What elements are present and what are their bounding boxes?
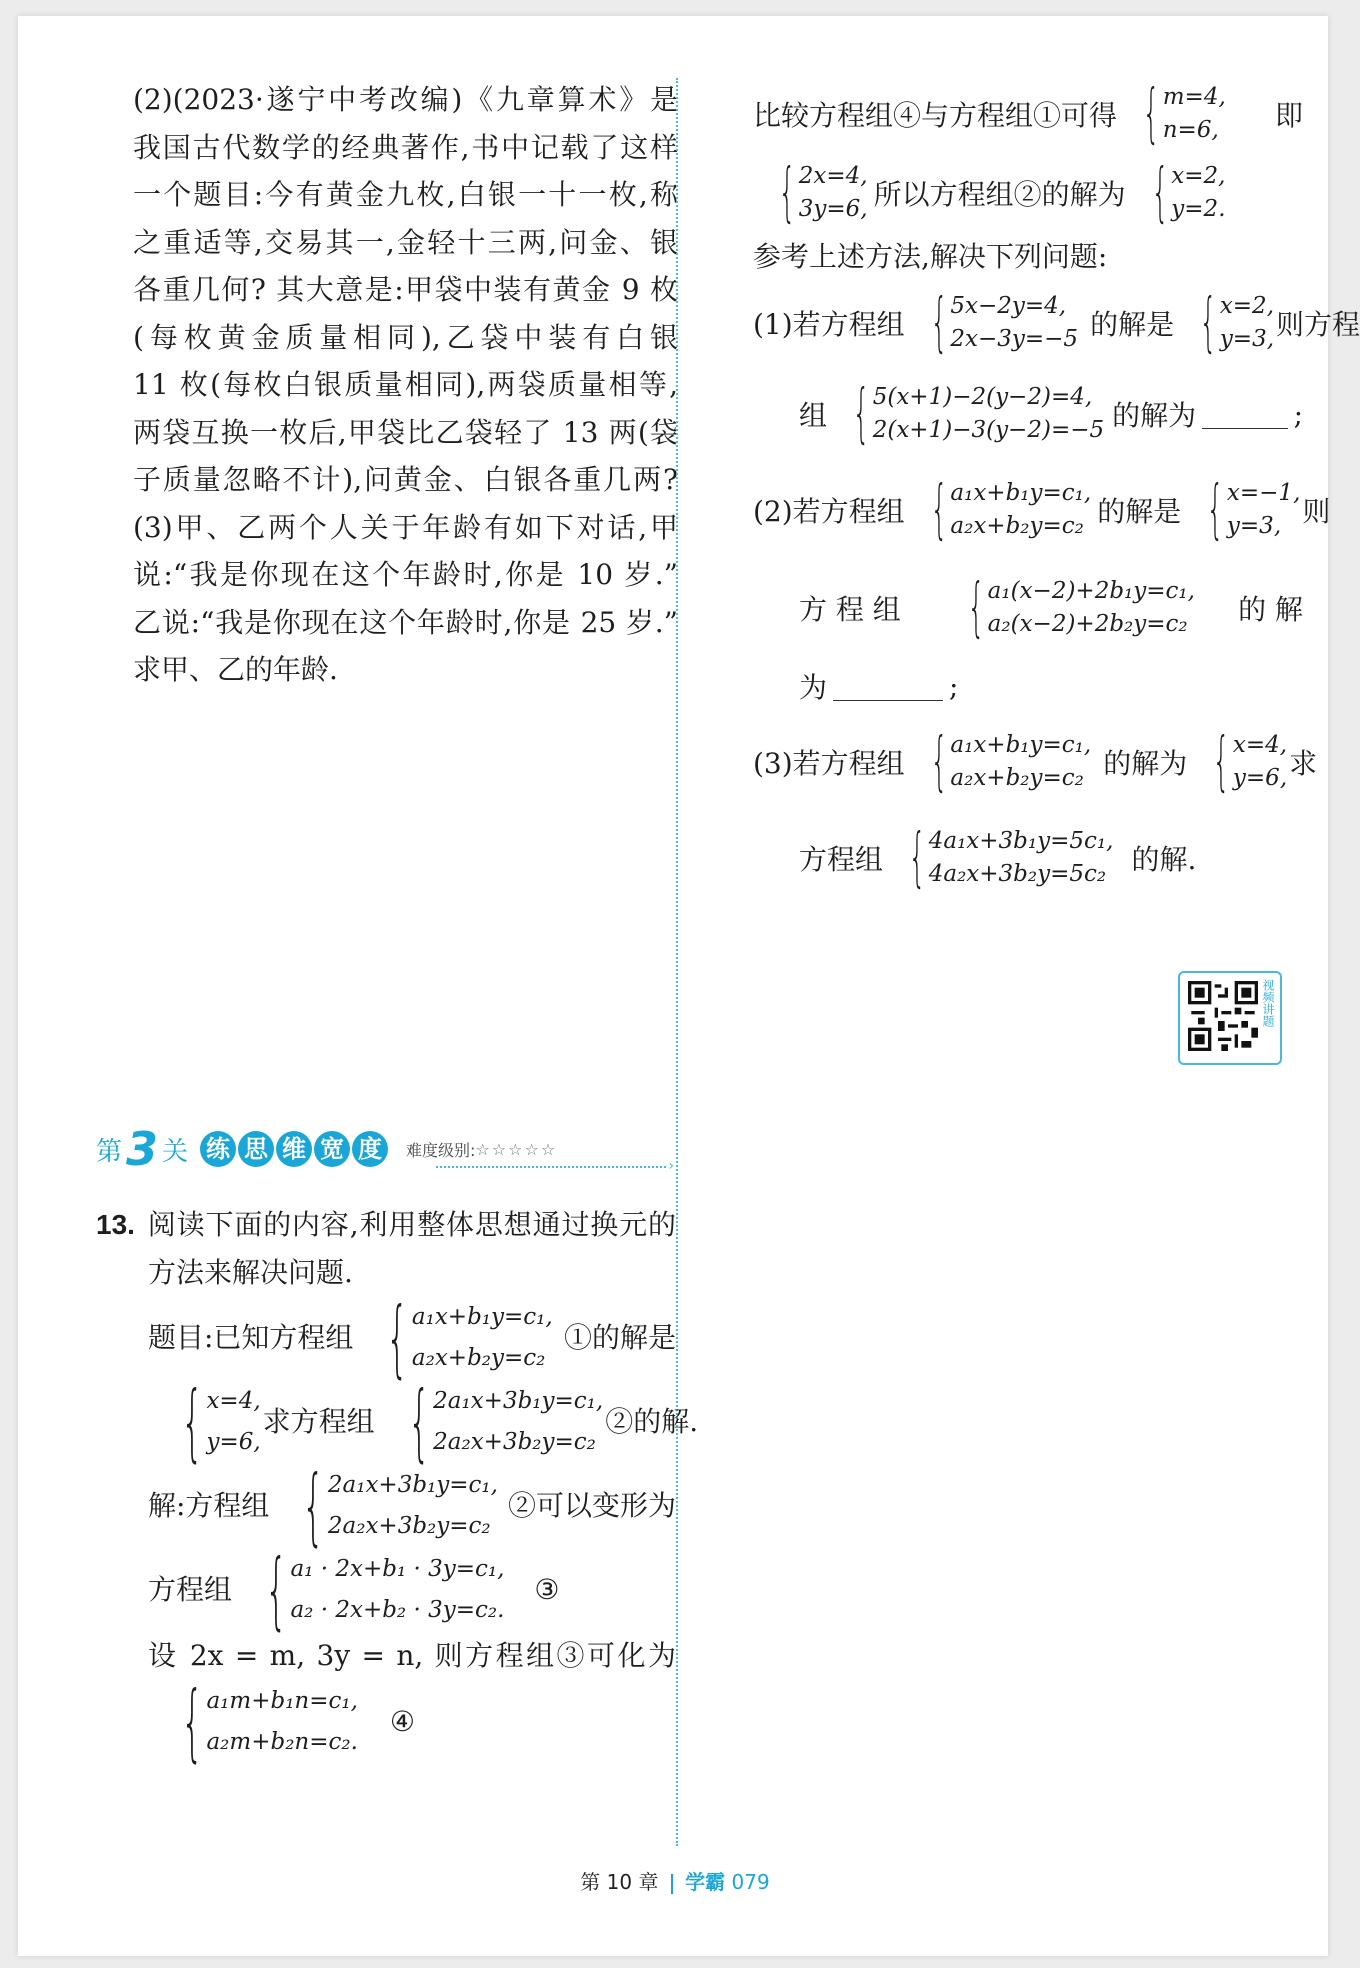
qr-code-icon [1188, 981, 1258, 1051]
result-row [753, 152, 1303, 234]
q13-topic-row [96, 1289, 676, 1387]
q2-line-9: 子质量忽略不计),问黄金、白银各重几两? [133, 463, 678, 496]
question-13 [96, 1201, 699, 1771]
equation: a₂m+b₂n=c₂. [206, 1728, 358, 1755]
q13-ask-suffix: ②的解. [605, 1405, 699, 1439]
problem-3-suffix: 求 [1289, 747, 1318, 780]
equation: y=2. [1171, 196, 1226, 222]
page-footer [0, 1866, 1350, 1895]
equation-system [1189, 725, 1288, 799]
equation: x=2, [1171, 163, 1226, 190]
equation-system [907, 286, 1079, 360]
q13-intro-2: 方法来解决问题. [148, 1255, 353, 1289]
equation: a₁ · 2x+b₁ · 3y=c₁, [290, 1556, 505, 1583]
problem-3b-suffix: 的解. [1131, 843, 1197, 876]
equation: x=2, [1219, 293, 1274, 320]
equation: y=3, [1219, 326, 1275, 352]
equation-system [907, 725, 1092, 799]
problem-1-row [753, 280, 1360, 366]
q13-ask-row [96, 1373, 699, 1471]
equation: x=4, [206, 1388, 261, 1415]
equation-system [907, 473, 1092, 547]
q13-form4-row [96, 1672, 676, 1771]
equation: 2a₁x+3b₁y=c₁, [433, 1388, 604, 1415]
answer-blank[interactable] [833, 672, 943, 701]
problem-3b-prefix: 方程组 [799, 843, 884, 876]
problem-2c-row [753, 658, 1303, 714]
page-number: 079 [731, 1870, 770, 1894]
q13-jie-prefix: 解:方程组 [148, 1489, 270, 1523]
q2-line-2: 我国古代数学的经典著作,书中记载了这样 [133, 130, 678, 164]
q2-line-4: 之重适等,交易其一,金轻十三两,问金、银 [133, 225, 678, 259]
equation: a₁x+b₁y=c₁, [411, 1304, 553, 1331]
section-title-char: 宽 [314, 1131, 350, 1167]
equation: y=6, [1232, 765, 1288, 791]
brace-icon: { [930, 286, 948, 360]
q13-substitution-line: 设 2x = m, 3y = n, 则方程组③可化为 [148, 1639, 676, 1672]
equation-system [150, 1373, 261, 1471]
difficulty-label: 难度级别: [406, 1140, 476, 1160]
problem-1b-row [753, 366, 1303, 462]
equation-system [829, 377, 1105, 451]
problem-2c-end: ; [949, 669, 959, 703]
brace-icon: { [967, 571, 985, 645]
q13-form3-row [96, 1541, 676, 1639]
brace-icon: { [407, 1373, 431, 1471]
problem-2-row [753, 462, 1331, 558]
equation-system [271, 1457, 498, 1555]
reference-line: 参考上述方法,解决下列问题: [753, 240, 1108, 273]
qr-label: 视频讲题 [1261, 979, 1275, 1027]
equation: y=6, [206, 1429, 261, 1455]
footer-separator [671, 1874, 673, 1894]
problem-1-prefix: (1)若方程组 [753, 308, 905, 341]
equation: x=4, [1232, 732, 1288, 759]
problem-3-mid: 的解为 [1103, 747, 1188, 780]
brace-icon: { [1212, 725, 1230, 799]
brace-icon: { [852, 377, 870, 451]
equation: a₂(x−2)+2b₂y=c₂ [987, 611, 1188, 637]
brace-icon: { [908, 821, 926, 895]
equation: a₁m+b₁n=c₁, [206, 1687, 358, 1714]
q3-line-1: (3)甲、乙两个人关于年龄有如下对话,甲 [133, 510, 678, 544]
brace-icon: { [1142, 77, 1160, 151]
equation: a₁x+b₁y=c₁, [950, 480, 1092, 507]
footer-brand: 学霸 [685, 1870, 726, 1894]
equation-system [355, 1289, 553, 1387]
equation: 2x=4, [798, 163, 868, 190]
brace-icon: { [930, 725, 948, 799]
brace-icon: { [1206, 473, 1224, 547]
equation: a₁x+b₁y=c₁, [950, 732, 1092, 759]
section-title [200, 1131, 388, 1167]
right-column [753, 76, 1360, 906]
q2-line-6: (每枚黄金质量相同),乙袋中装有白银 [133, 320, 678, 354]
q2-line-5: 各重几何? 其大意是:甲袋中装有黄金 9 枚 [133, 273, 678, 306]
problem-2b-prefix: 方 程 组 [799, 593, 901, 626]
section-guan: 关 [162, 1136, 189, 1167]
equation-system [885, 821, 1114, 895]
equation-system [150, 1672, 358, 1771]
equation: 2x−3y=−5 [950, 326, 1079, 352]
problem-1b-mid: 的解为 [1112, 399, 1197, 432]
equation: a₂ · 2x+b₂ · 3y=c₂. [290, 1597, 505, 1623]
brace-icon: { [265, 1541, 288, 1639]
problem-2-prefix: (2)若方程组 [753, 495, 905, 528]
equation: m=4, [1162, 84, 1226, 111]
problem-2b-row [753, 558, 1303, 658]
chevron-right-icon: › [668, 1158, 674, 1174]
equation: 5x−2y=4, [950, 293, 1067, 320]
brace-icon: { [181, 1672, 204, 1771]
q13-topic-suffix: ①的解是 [563, 1321, 676, 1355]
equation: 2(x+1)−3(y−2)=−5 [872, 417, 1105, 443]
equation-system [377, 1373, 604, 1471]
brace-icon: { [1151, 156, 1169, 230]
equation-system [1128, 156, 1226, 230]
equation-system [944, 571, 1195, 645]
section-title-char: 思 [238, 1131, 274, 1167]
header-dotted-line [436, 1166, 666, 1168]
question-number: 13. [96, 1209, 135, 1240]
problem-3-row [753, 714, 1318, 810]
equation: 4a₁x+3b₁y=5c₁, [928, 828, 1114, 855]
q13-form3-prefix: 方程组 [148, 1573, 233, 1607]
section-number: 3 [126, 1122, 159, 1176]
q13-form4-suffix: ④ [389, 1704, 416, 1738]
page [18, 16, 1360, 1956]
result-mid: 所以方程组②的解为 [873, 178, 1126, 211]
left-column [133, 76, 678, 694]
footer-chapter: 第 10 章 [580, 1870, 659, 1894]
equation: n=6, [1162, 117, 1219, 143]
problem-2-suffix: 则 [1302, 495, 1331, 528]
problem-2-mid: 的解是 [1097, 495, 1182, 528]
equation-system [1119, 77, 1226, 151]
problem-3-prefix: (3)若方程组 [753, 747, 905, 780]
section-title-char: 度 [352, 1131, 388, 1167]
difficulty-stars: ☆☆☆☆☆ [475, 1139, 558, 1159]
q13-jie-suffix: ②可以变形为 [507, 1489, 676, 1523]
compare-prefix: 比较方程组④与方程组①可得 [753, 99, 1118, 132]
equation-system [234, 1541, 505, 1639]
equation: 2a₂x+3b₂y=c₂ [433, 1429, 596, 1455]
q13-topic-prefix: 题目:已知方程组 [148, 1321, 354, 1355]
equation-system [755, 156, 868, 230]
brace-icon: { [302, 1457, 325, 1555]
answer-blank[interactable] [1202, 400, 1287, 429]
equation: 4a₂x+3b₂y=5c₂ [928, 861, 1107, 887]
compare-row [753, 76, 1303, 152]
q13-solution-row [96, 1457, 676, 1555]
q13-intro-1: 阅读下面的内容,利用整体思想通过换元的 [146, 1208, 676, 1241]
equation-system [1183, 473, 1301, 547]
brace-icon: { [181, 1373, 204, 1471]
q13-form3-suffix: ③ [534, 1573, 560, 1607]
column-divider [676, 78, 678, 1846]
brace-icon: { [930, 473, 948, 547]
brace-icon: { [386, 1289, 409, 1387]
equation: 5(x+1)−2(y−2)=4, [872, 384, 1093, 411]
brace-icon: { [1199, 286, 1217, 360]
section-di: 第 [96, 1136, 123, 1167]
q13-ask-prefix: 求方程组 [262, 1405, 375, 1439]
q3-line-2: 说:“我是你现在这个年龄时,你是 10 岁.” [133, 558, 678, 591]
equation: a₁(x−2)+2b₁y=c₁, [987, 578, 1195, 605]
brace-icon: { [778, 156, 796, 230]
equation: x=−1, [1226, 480, 1301, 507]
equation: y=3, [1226, 513, 1282, 539]
problem-1-suffix: 则方程 [1276, 308, 1360, 341]
q3-line-3: 乙说:“我是你现在这个年龄时,你是 25 岁.” [133, 605, 678, 639]
equation: a₂x+b₂y=c₂ [950, 765, 1084, 791]
section-header [96, 1124, 676, 1174]
q2-line-8: 两袋互换一枚后,甲袋比乙袋轻了 13 两(袋 [133, 415, 678, 449]
q2-line-3: 一个题目:今有黄金九枚,白银一十一枚,称 [133, 178, 678, 211]
equation: a₂x+b₂y=c₂ [411, 1345, 546, 1371]
qr-code-box[interactable] [1178, 971, 1282, 1065]
q2-line-1: (2)(2023·遂宁中考改编)《九章算术》是 [133, 83, 678, 116]
q3-line-4: 求甲、乙的年龄. [133, 653, 338, 686]
problem-2c-prefix: 为 [799, 671, 828, 704]
equation: 2a₂x+3b₂y=c₂ [327, 1513, 491, 1539]
equation: 3y=6, [798, 196, 868, 222]
problem-1-mid: 的解是 [1090, 308, 1175, 341]
section-title-char: 维 [276, 1131, 312, 1167]
section-title-char: 练 [200, 1131, 236, 1167]
problem-1b-prefix: 组 [799, 399, 828, 432]
equation-system [1176, 286, 1275, 360]
q2-line-7: 11 枚(每枚白银质量相同),两袋质量相等, [133, 368, 678, 401]
equation: 2a₁x+3b₁y=c₁, [327, 1472, 498, 1499]
problem-2b-suffix: 的 解 [1238, 593, 1303, 626]
compare-suffix: 即 [1274, 99, 1303, 132]
equation: a₂x+b₂y=c₂ [950, 513, 1084, 539]
problem-3b-row [753, 810, 1303, 906]
problem-1b-end: ; [1293, 397, 1303, 431]
